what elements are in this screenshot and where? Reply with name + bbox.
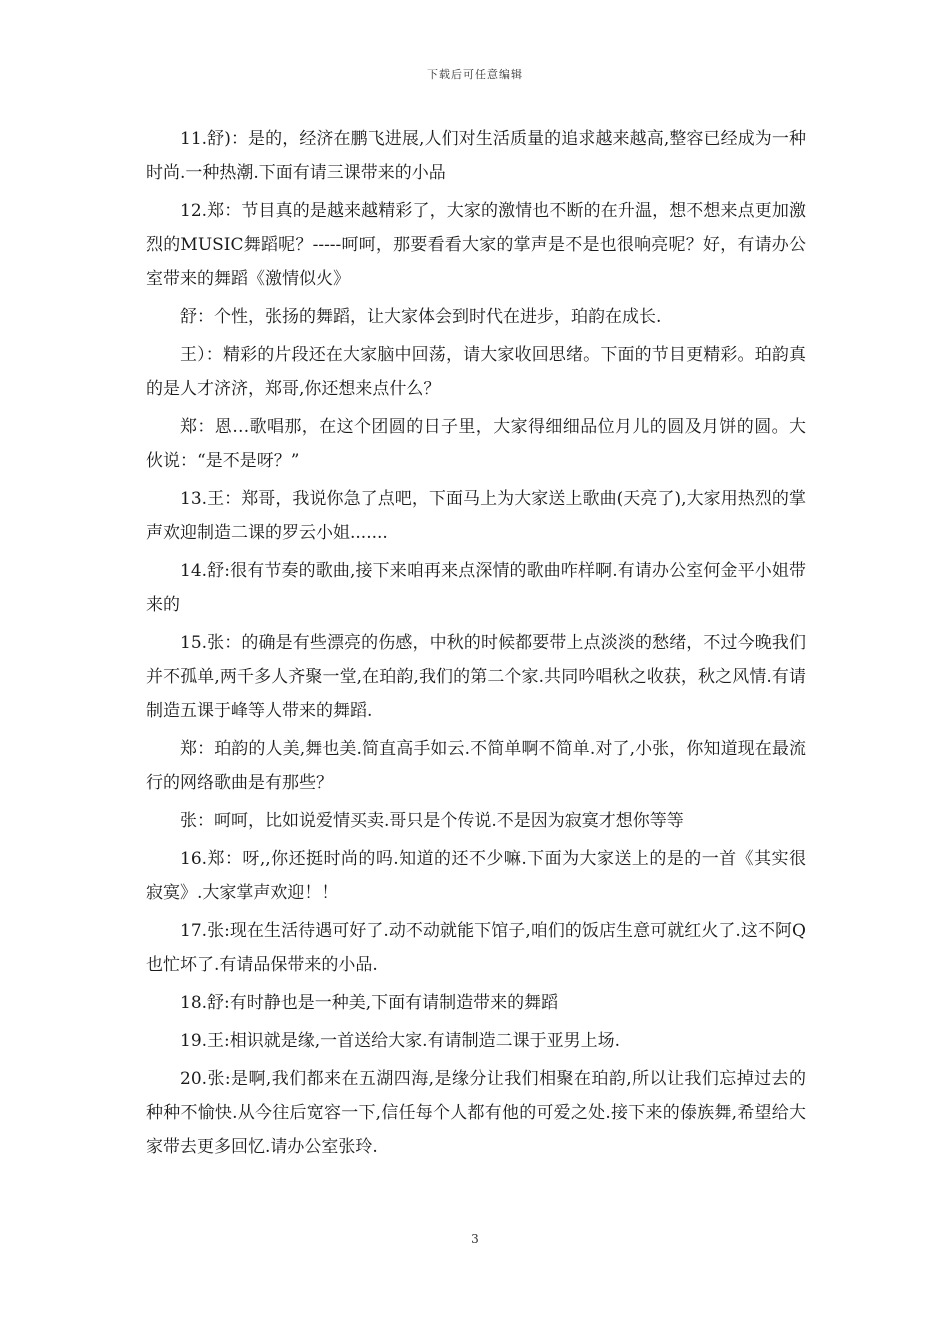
paragraph-zheng-comment: 郑：恩…歌唱那，在这个团圆的日子里，大家得细细品位月儿的圆及月饼的圆。大伙说：“是不是呀？”	[146, 417, 806, 471]
paragraph-16: 16.郑：呀,,你还挺时尚的吗.知道的还不少嘛.下面为大家送上的是的一首《其实很寂寞》.大家掌声欢迎！！	[146, 849, 806, 903]
paragraph-20: 20.张:是啊,我们都来在五湖四海,是缘分让我们相聚在珀韵,所以让我们忘掉过去的种种不愉快.从今往后宽容一下,信任每个人都有他的可爱之处.接下来的傣族舞,希望给大家带去更多回忆.请办公室张玲.	[146, 1069, 806, 1157]
paragraph-17: 17.张:现在生活待遇可好了.动不动就能下馆子,咱们的饭店生意可就红火了.这不阿Q也忙坏了.有请品保带来的小品.	[146, 921, 806, 975]
paragraph-18: 18.舒:有时静也是一种美,下面有请制造带来的舞蹈	[180, 993, 559, 1013]
page-header: 下载后可任意编辑	[427, 68, 523, 81]
document-body	[146, 122, 806, 1168]
paragraph-11: 11.舒)：是的，经济在鹏飞进展,人们对生活质量的追求越来越高,整容已经成为一种时尚.一种热潮.下面有请三课带来的小品	[146, 129, 806, 183]
paragraph-13: 13.王：郑哥，我说你急了点吧，下面马上为大家送上歌曲(天亮了),大家用热烈的掌声欢迎制造二课的罗云小姐.......	[146, 489, 806, 543]
page-number: 3	[471, 1232, 479, 1246]
paragraph-19: 19.王:相识就是缘,一首送给大家.有请制造二课于亚男上场.	[180, 1031, 620, 1051]
paragraph-12: 12.郑：节目真的是越来越精彩了，大家的激情也不断的在升温，想不想来点更加激烈的MUSIC舞蹈呢？-----呵呵，那要看看大家的掌声是不是也很响亮呢？好，有请办公室带来的舞蹈《激情似火》	[146, 201, 806, 289]
paragraph-wang-comment: 王）：精彩的片段还在大家脑中回荡，请大家收回思绪。下面的节目更精彩。珀韵真的是人才济济，郑哥,你还想来点什么？	[146, 345, 806, 399]
paragraph-14: 14.舒:很有节奏的歌曲,接下来咱再来点深情的歌曲咋样啊.有请办公室何金平小姐带来的	[146, 561, 806, 615]
paragraph-zhang-answer: 张：呵呵，比如说爱情买卖.哥只是个传说.不是因为寂寞才想你等等	[180, 811, 684, 831]
paragraph-15: 15.张：的确是有些漂亮的伤感，中秋的时候都要带上点淡淡的愁绪，不过今晚我们并不孤单,两千多人齐聚一堂,在珀韵,我们的第二个家.共同吟唱秋之收获，秋之风情.有请制造五课于峰等人带来的舞蹈.	[146, 633, 806, 721]
paragraph-shu-comment: 舒：个性，张扬的舞蹈，让大家体会到时代在进步，珀韵在成长.	[180, 307, 662, 327]
paragraph-zheng-question: 郑：珀韵的人美,舞也美.简直高手如云.不简单啊不简单.对了,小张，你知道现在最流行的网络歌曲是有那些？	[146, 739, 806, 793]
